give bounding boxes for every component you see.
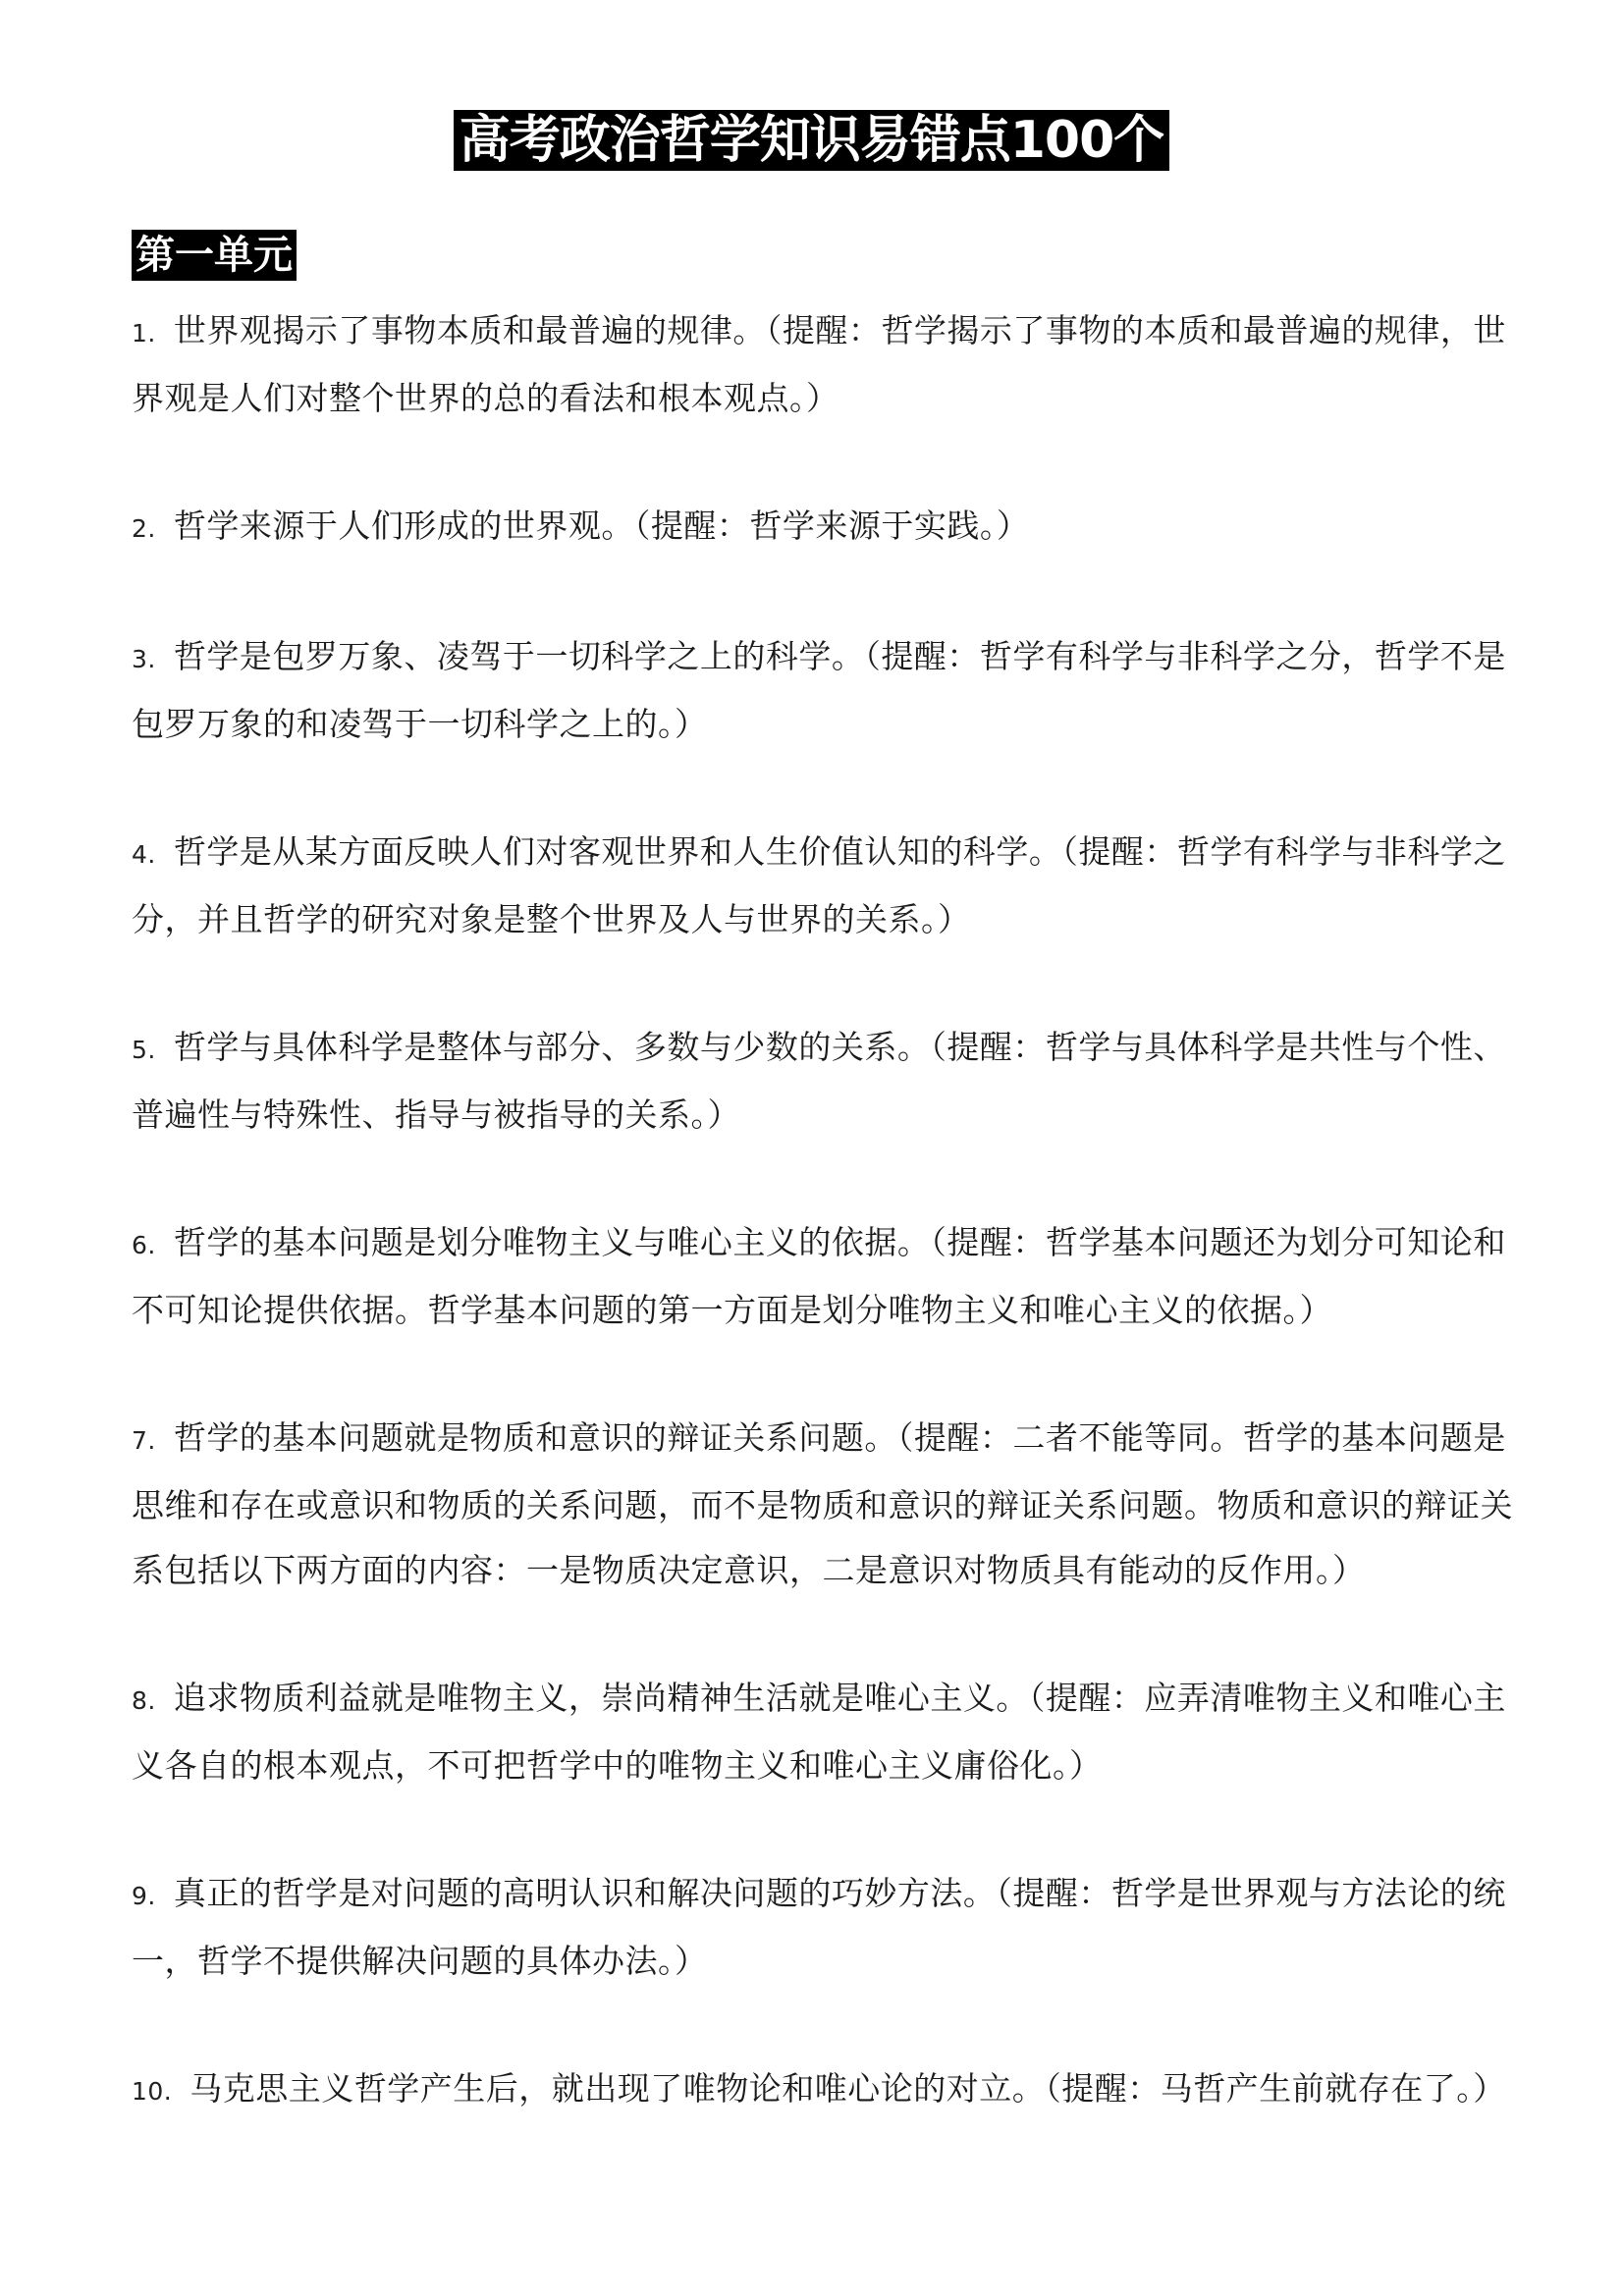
item-text: 追求物质利益就是唯物主义，崇尚精神生活就是唯心主义。（提醒：应弄清唯物主义和唯心主义各自的根本观点，不可把哲学中的唯物主义和唯心主义庸俗化。） xyxy=(132,1679,1506,1785)
list-item xyxy=(132,298,1516,431)
title-wrap xyxy=(0,110,1623,171)
item-number: 6. xyxy=(132,1231,156,1259)
item-number: 8. xyxy=(132,1686,156,1715)
item-text: 哲学的基本问题是划分唯物主义与唯心主义的依据。（提醒：哲学基本问题还为划分可知论和不可知论提供依据。哲学基本问题的第一方面是划分唯物主义和唯心主义的依据。） xyxy=(132,1223,1506,1329)
item-text: 哲学是从某方面反映人们对客观世界和人生价值认知的科学。（提醒：哲学有科学与非科学之分，并且哲学的研究对象是整个世界及人与世界的关系。） xyxy=(132,832,1506,938)
page-title: 高考政治哲学知识易错点100个 xyxy=(454,110,1170,171)
item-number: 7. xyxy=(132,1426,156,1455)
item-text: 真正的哲学是对问题的高明认识和解决问题的巧妙方法。（提醒：哲学是世界观与方法论的统一，哲学不提供解决问题的具体办法。） xyxy=(132,1874,1506,1980)
item-text: 哲学与具体科学是整体与部分、多数与少数的关系。（提醒：哲学与具体科学是共性与个性、普遍性与特殊性、指导与被指导的关系。） xyxy=(132,1028,1506,1134)
section-heading: 第一单元 xyxy=(132,230,297,281)
list-item xyxy=(132,2056,1516,2124)
list-item xyxy=(132,1210,1516,1343)
item-number: 1. xyxy=(132,319,156,347)
item-text: 哲学是包罗万象、凌驾于一切科学之上的科学。（提醒：哲学有科学与非科学之分，哲学不是包罗万象的和凌驾于一切科学之上的。） xyxy=(132,637,1506,743)
list-item xyxy=(132,1015,1516,1148)
item-number: 3. xyxy=(132,645,156,673)
item-number: 4. xyxy=(132,840,156,869)
item-text: 哲学的基本问题就是物质和意识的辩证关系问题。（提醒：二者不能等同。哲学的基本问题是思维和存在或意识和物质的关系问题，而不是物质和意识的辩证关系问题。物质和意识的辩证关系包括以下两方面的内容：一是物质决定意识，二是意识对物质具有能动的反作用。） xyxy=(132,1418,1513,1589)
item-number: 9. xyxy=(132,1882,156,1910)
item-number: 2. xyxy=(132,514,156,543)
list-item xyxy=(132,1406,1516,1603)
list-item xyxy=(132,1861,1516,1994)
list-item xyxy=(132,1666,1516,1798)
item-text: 哲学来源于人们形成的世界观。（提醒：哲学来源于实践。） xyxy=(173,507,1030,545)
list-item xyxy=(132,494,1516,561)
item-list xyxy=(132,298,1516,2187)
item-text: 世界观揭示了事物本质和最普遍的规律。（提醒：哲学揭示了事物的本质和最普遍的规律，世界观是人们对整个世界的总的看法和根本观点。） xyxy=(132,311,1506,417)
item-text: 马克思主义哲学产生后，就出现了唯物论和唯心论的对立。（提醒：马哲产生前就存在了。） xyxy=(189,2069,1506,2108)
list-item xyxy=(132,624,1516,757)
list-item xyxy=(132,820,1516,952)
item-number: 10. xyxy=(132,2077,173,2106)
item-number: 5. xyxy=(132,1036,156,1064)
